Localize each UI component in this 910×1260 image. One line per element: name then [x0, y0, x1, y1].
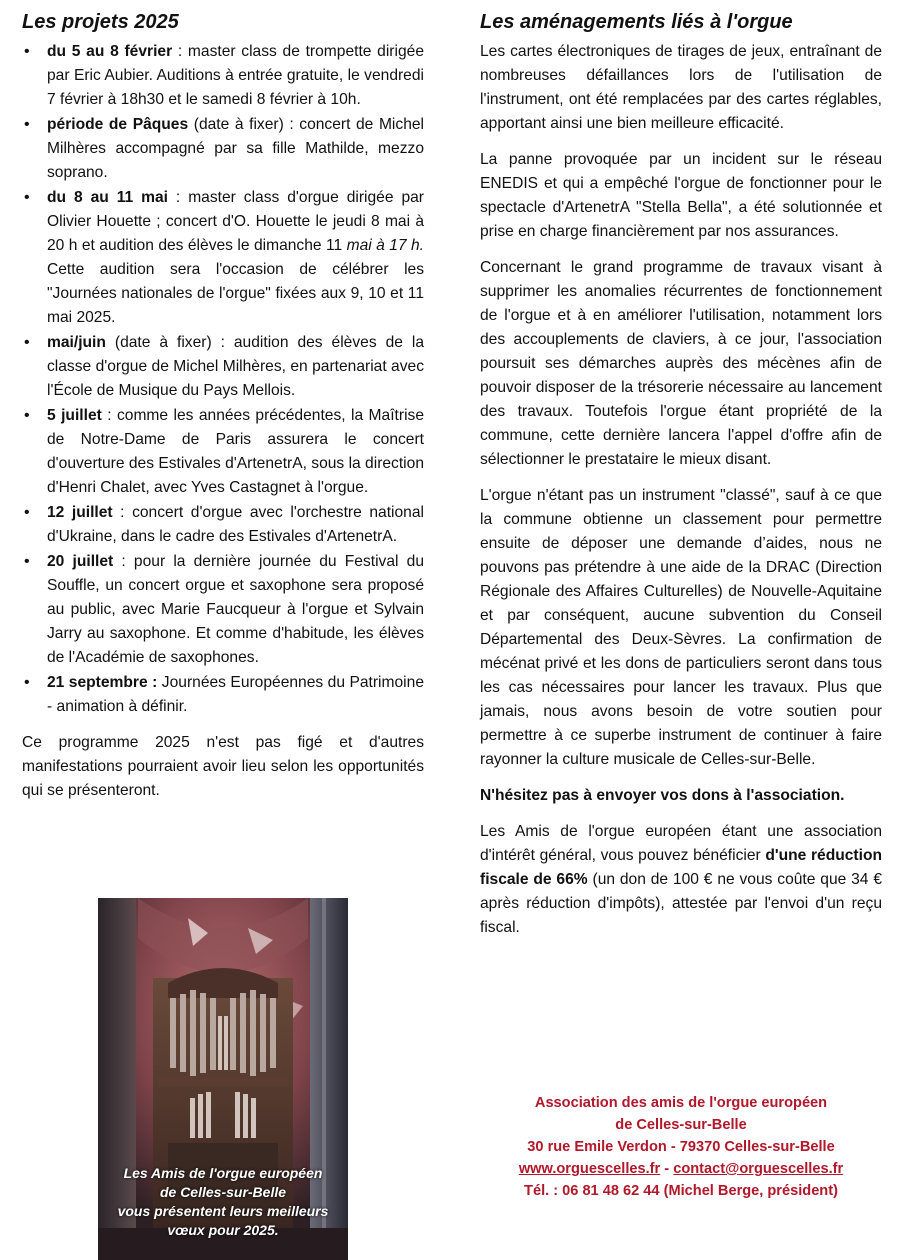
- bullet-icon: •: [24, 674, 30, 691]
- bullet-icon: •: [24, 43, 30, 60]
- tax-text: Les Amis de l'orgue européen étant une association d'intérêt général, vous pouvez bénéficier: [480, 823, 882, 864]
- paragraph-cards: Les cartes électroniques de tirages de jeux, entraînant de nombreuses défaillances lors de l'utilisation de l'instrument, ont été remplacées par des cartes réglables, apportant ainsi une bien meilleure efficacité.: [480, 43, 882, 132]
- tax-text: (un don de 100 € ne vous coûte que 34 € après réduction d'impôts), attestée par l'envoi d'un reçu fiscal.: [480, 871, 883, 936]
- projects-heading: Les projets 2025: [22, 11, 179, 33]
- item-text: : master class d'orgue dirigée par Olivier Houette ; concert d'O. Houette le jeudi 8 mai à 20 h et audition des élèves le dimanche 11: [47, 189, 424, 254]
- item-text: (date à fixer) : audition des élèves de la classe d'orgue de Michel Milhères, en partenariat avec l'École de Musique du Pays Mellois.: [47, 334, 424, 399]
- list-item: [22, 550, 424, 670]
- caption-line: de Celles-sur-Belle: [159, 1184, 287, 1200]
- list-item: [22, 501, 424, 549]
- list-item: [22, 671, 424, 719]
- left-column: [22, 0, 424, 815]
- organ-works-heading: Les aménagements liés à l'orgue: [480, 11, 793, 33]
- item-date: 20 juillet: [47, 553, 114, 570]
- closing-paragraph: Ce programme 2025 n'est pas figé et d'autres manifestations pourraient avoir lieu selon les opportunités qui se présenteront.: [22, 734, 424, 799]
- bullet-icon: •: [24, 334, 30, 351]
- paragraph-enedis: La panne provoquée par un incident sur le réseau ENEDIS et qui a empêché l'orgue de fonctionner pour le spectacle d'ArtenetrA "Stella Bella", a été solutionnée et prise en charge financièrement par nos assurances.: [480, 151, 882, 240]
- tax-reduction-bold: d'une réduction fiscale de 66%: [480, 847, 882, 888]
- item-text: : comme les années précédentes, la Maîtrise de Notre-Dame de Paris assurera le concert d'ouverture des Estivales d'ArtenetrA, sous la direction d'Henri Chalet, avec Yves Castagnet à l'orgue.: [47, 407, 424, 496]
- association-address: 30 rue Emile Verdon - 79370 Celles-sur-Belle: [527, 1139, 835, 1155]
- caption-line: vous présentent leurs meilleurs: [117, 1203, 329, 1219]
- list-item: [22, 331, 424, 403]
- list-item: [22, 40, 424, 112]
- item-text: : concert d'orgue avec l'orchestre national d'Ukraine, dans le cadre des Estivales d'ArtenetrA.: [47, 504, 424, 545]
- link-separator: -: [660, 1161, 674, 1177]
- item-date: 5 juillet: [47, 407, 102, 424]
- paragraph-tax: [480, 820, 882, 940]
- item-text: Cette audition sera l'occasion de célébrer les "Journées nationales de l'orgue" fixées aux 9, 10 et 11 mai 2025.: [47, 261, 424, 326]
- paragraph-program: Concernant le grand programme de travaux visant à supprimer les anomalies récurrentes de fonctionnement de l'orgue et à en améliorer l'utilisation, notamment lors des accouplements de claviers, à ce jour, l'association poursuit ses démarches auprès des mécènes afin de pouvoir disposer de la trésorerie nécessaire au lancement des travaux. Toutefois l'orgue étant propriété de la commune, cette dernière lancera l'appel d'offre afin de sélectionner le prestataire le mieux disant.: [480, 259, 882, 468]
- association-contact: [480, 1092, 882, 1202]
- donation-call: N'hésitez pas à envoyer vos dons à l'association.: [480, 787, 845, 804]
- bullet-icon: •: [24, 116, 30, 133]
- item-date: 12 juillet: [47, 504, 113, 521]
- item-date: du 8 au 11 mai: [47, 189, 168, 206]
- bullet-icon: •: [24, 407, 30, 424]
- item-italic-text: mai à 17 h.: [346, 237, 425, 254]
- association-phone: Tél. : 06 81 48 62 44 (Michel Berge, président): [524, 1183, 838, 1199]
- email-link[interactable]: contact@orguescelles.fr: [673, 1161, 844, 1177]
- organ-photo: [98, 898, 348, 1260]
- caption-line: vœux pour 2025.: [167, 1222, 279, 1238]
- contact-links: [480, 1158, 882, 1180]
- item-date: période de Pâques: [47, 116, 189, 133]
- caption-line: Les Amis de l'orgue européen: [123, 1165, 323, 1181]
- item-text: : master class de trompette dirigée par Eric Aubier. Auditions à entrée gratuite, le vendredi 7 février à 18h30 et le samedi 8 février à 10h.: [47, 43, 424, 108]
- projects-list: [22, 40, 424, 719]
- item-date: du 5 au 8 février: [47, 43, 173, 60]
- right-column: [480, 0, 882, 952]
- bullet-icon: •: [24, 504, 30, 521]
- list-item: [22, 186, 424, 330]
- list-item: [22, 404, 424, 500]
- website-link[interactable]: www.orguescelles.fr: [518, 1161, 661, 1177]
- bullet-icon: •: [24, 189, 30, 206]
- paragraph-drac: L'orgue n'étant pas un instrument "classé", sauf à ce que la commune obtienne un classement pour permettre ensuite de déposer une demande d’aides, nous ne pouvons pas prétendre à une aide de la DRAC (Direction Régionale des Affaires Culturelles) de Nouvelle-Aquitaine et par conséquent, aucune subvention du Conseil Départemental des Deux-Sèvres. La confirmation de mécénat privé et les dons de particuliers seront dans tous les cas nécessaires pour lancer les travaux. Plus que jamais, nous avons besoin de votre soutien pour permettre à ce superbe instrument de continuer à faire rayonner la culture musicale de Celles-sur-Belle.: [480, 487, 882, 768]
- item-text: Journées Européennes du Patrimoine - animation à définir.: [47, 674, 424, 715]
- association-name: Association des amis de l'orgue européen: [534, 1095, 828, 1111]
- list-item: [22, 113, 424, 185]
- item-text: : pour la dernière journée du Festival du Souffle, un concert orgue et saxophone sera proposé au public, avec Marie Faucqueur à l'orgue et Sylvain Jarry au saxophone. Et comme d'habitude, les élèves de l'Académie de saxophones.: [47, 553, 424, 666]
- item-date: mai/juin: [47, 334, 106, 351]
- bullet-icon: •: [24, 553, 30, 570]
- item-text: (date à fixer) : concert de Michel Milhères accompagné par sa fille Mathilde, mezzo soprano.: [47, 116, 425, 181]
- association-town: de Celles-sur-Belle: [615, 1117, 747, 1133]
- photo-caption: [98, 1164, 348, 1240]
- item-date: 21 septembre :: [47, 674, 158, 691]
